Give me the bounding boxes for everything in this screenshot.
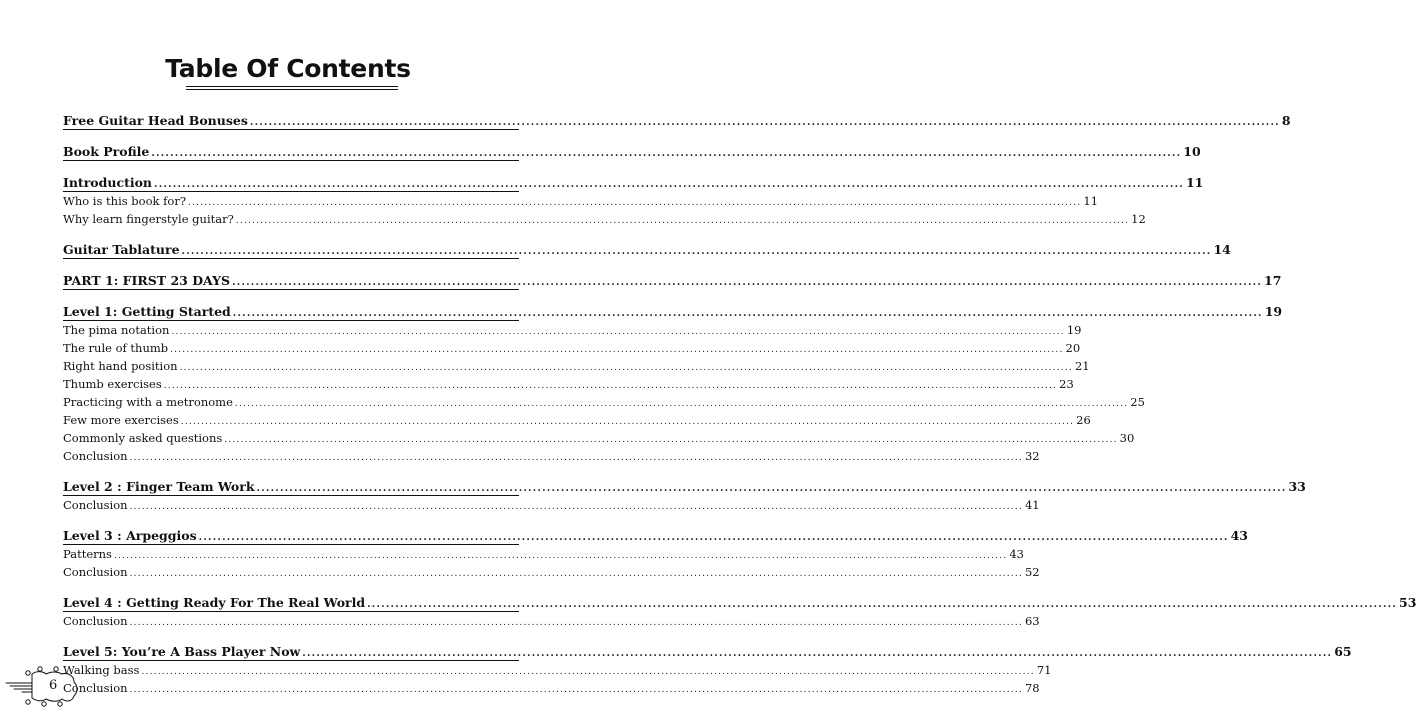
toc-dot-leader: ............................................................................................................................................................................................................................ [163,381,1058,391]
title-underline-top [186,86,398,87]
toc-entry-page: 53 [1399,595,1416,610]
toc-entry-label: Level 5: You’re A Bass Player Now [63,644,301,659]
toc-dot-leader: ............................................................................................................................................................................................................................ [171,327,1065,337]
toc-entry-page: 71 [1036,663,1052,677]
toc-dot-leader: ............................................................................................................................................................................................................................ [129,453,1023,463]
toc-subsection-entry [63,194,1099,210]
toc-dot-leader: ............................................................................................................................................................................................................................ [141,667,1035,677]
toc-dot-leader: ............................................................................................................................................................................................................................ [198,532,1229,543]
toc-dot-leader: ............................................................................................................................................................................................................................ [249,117,1280,128]
toc-dot-leader: ............................................................................................................................................................................................................................ [129,685,1023,695]
toc-section-entry [63,528,1248,545]
toc-entry-page: 25 [1130,395,1145,409]
toc-entry-label: Conclusion [63,681,128,695]
toc-entry-page: 63 [1024,614,1040,628]
toc-entry-label: Practicing with a metronome [63,395,233,409]
toc-spacer [63,161,519,175]
toc-dot-leader: ............................................................................................................................................................................................................................ [180,417,1075,427]
toc-dot-leader: ............................................................................................................................................................................................................................ [367,599,1398,610]
toc-dot-leader: ............................................................................................................................................................................................................................ [154,179,1184,190]
toc-dot-leader: ............................................................................................................................................................................................................................ [129,618,1023,628]
toc-subsection-entry [63,341,1081,357]
toc-spacer [63,259,519,273]
toc-subsection-entry [63,547,1024,563]
toc-entry-page: 14 [1213,242,1231,257]
toc-entry-label: Introduction [63,175,153,190]
page-title: Table Of Contents [165,54,411,83]
toc-subsection-entry [63,681,1040,697]
toc-entry-label: Why learn fingerstyle guitar? [63,212,234,226]
toc-dot-leader: ............................................................................................................................................................................................................................ [235,216,1130,226]
toc-entry-label: Guitar Tablature [63,242,180,257]
toc-entry-page: 33 [1288,479,1306,494]
toc-entry-page: 43 [1009,547,1024,561]
toc-entry-label: Right hand position [63,359,178,373]
toc-entry-page: 23 [1059,377,1074,391]
toc-subsection-entry [63,323,1082,339]
toc-entry-page: 32 [1024,449,1040,463]
toc-entry-page: 17 [1264,273,1282,288]
toc-subsection-entry [63,449,1040,465]
toc-section-entry [63,144,1201,161]
toc-subsection-entry [63,663,1052,679]
toc-entry-page: 11 [1083,194,1099,208]
toc-section-entry [63,479,1306,496]
guitar-headstock-icon [0,666,90,706]
toc-section-entry [63,644,1352,661]
toc-dot-leader: ............................................................................................................................................................................................................................ [129,502,1023,512]
toc-spacer [63,290,519,304]
toc-spacer [63,228,519,242]
toc-entry-page: 52 [1024,565,1040,579]
toc-subsection-entry [63,614,1040,630]
toc-entry-label: Few more exercises [63,413,179,427]
toc-subsection-entry [63,212,1146,228]
toc-entry-label: Book Profile [63,144,150,159]
toc-spacer [63,130,519,144]
toc-entry-label: The rule of thumb [63,341,169,355]
table-of-contents [63,113,1416,697]
toc-subsection-entry [63,431,1135,447]
toc-entry-label: Level 3 : Arpeggios [63,528,197,543]
toc-section-entry [63,595,1416,612]
toc-dot-leader: ............................................................................................................................................................................................................................ [170,345,1064,355]
toc-entry-page: 30 [1119,431,1135,445]
toc-subsection-entry [63,377,1074,393]
toc-entry-page: 41 [1024,498,1040,512]
toc-section-entry [63,273,1282,290]
toc-entry-label: Free Guitar Head Bonuses [63,113,248,128]
toc-entry-page: 19 [1264,304,1283,319]
toc-dot-leader: ............................................................................................................................................................................................................................ [187,198,1082,208]
toc-dot-leader: ............................................................................................................................................................................................................................ [234,399,1129,409]
toc-subsection-entry [63,565,1040,581]
toc-dot-leader: ............................................................................................................................................................................................................................ [256,483,1287,494]
toc-entry-label: Level 1: Getting Started [63,304,231,319]
toc-entry-page: 43 [1230,528,1248,543]
toc-entry-label: Level 4 : Getting Ready For The Real World [63,595,366,610]
toc-section-entry [63,304,1283,321]
toc-dot-leader: ............................................................................................................................................................................................................................ [302,648,1333,659]
toc-entry-page: 26 [1076,413,1091,427]
page-footer [0,666,90,706]
toc-section-entry [63,113,1291,130]
toc-entry-page: 8 [1281,113,1291,128]
toc-dot-leader: ............................................................................................................................................................................................................................ [232,308,1263,319]
title-underline-bottom [186,89,398,90]
toc-subsection-entry [63,395,1145,411]
toc-entry-page: 10 [1183,144,1201,159]
toc-entry-label: Conclusion [63,498,128,512]
toc-subsection-entry [63,498,1040,514]
toc-entry-label: Commonly asked questions [63,431,223,445]
toc-entry-label: Conclusion [63,449,128,463]
toc-subsection-entry [63,359,1090,375]
toc-entry-label: Walking bass [63,663,140,677]
toc-subsection-entry [63,413,1091,429]
toc-entry-label: Patterns [63,547,112,561]
toc-dot-leader: ............................................................................................................................................................................................................................ [179,363,1073,373]
toc-entry-label: The pima notation [63,323,170,337]
toc-entry-label: Level 2 : Finger Team Work [63,479,255,494]
toc-section-entry [63,175,1204,192]
toc-spacer [63,514,519,528]
toc-dot-leader: ............................................................................................................................................................................................................................ [129,569,1023,579]
toc-dot-leader: ............................................................................................................................................................................................................................ [224,435,1118,445]
toc-entry-page: 19 [1066,323,1082,337]
toc-dot-leader: ............................................................................................................................................................................................................................ [181,246,1212,257]
toc-entry-label: Thumb exercises [63,377,162,391]
toc-entry-page: 65 [1334,644,1352,659]
toc-entry-label: Who is this book for? [63,194,186,208]
toc-entry-page: 78 [1024,681,1040,695]
toc-entry-page: 20 [1065,341,1081,355]
page-number: 6 [49,678,58,693]
toc-entry-page: 11 [1185,175,1204,190]
toc-spacer [63,581,519,595]
toc-entry-label: Conclusion [63,614,128,628]
toc-dot-leader: ............................................................................................................................................................................................................................ [151,148,1182,159]
toc-dot-leader: ............................................................................................................................................................................................................................ [113,551,1008,561]
toc-entry-page: 12 [1131,212,1146,226]
toc-spacer [63,465,519,479]
toc-dot-leader: ............................................................................................................................................................................................................................ [232,277,1262,288]
toc-entry-label: PART 1: FIRST 23 DAYS [63,273,231,288]
toc-entry-label: Conclusion [63,565,128,579]
toc-section-entry [63,242,1231,259]
toc-entry-page: 21 [1074,359,1090,373]
toc-spacer [63,630,519,644]
